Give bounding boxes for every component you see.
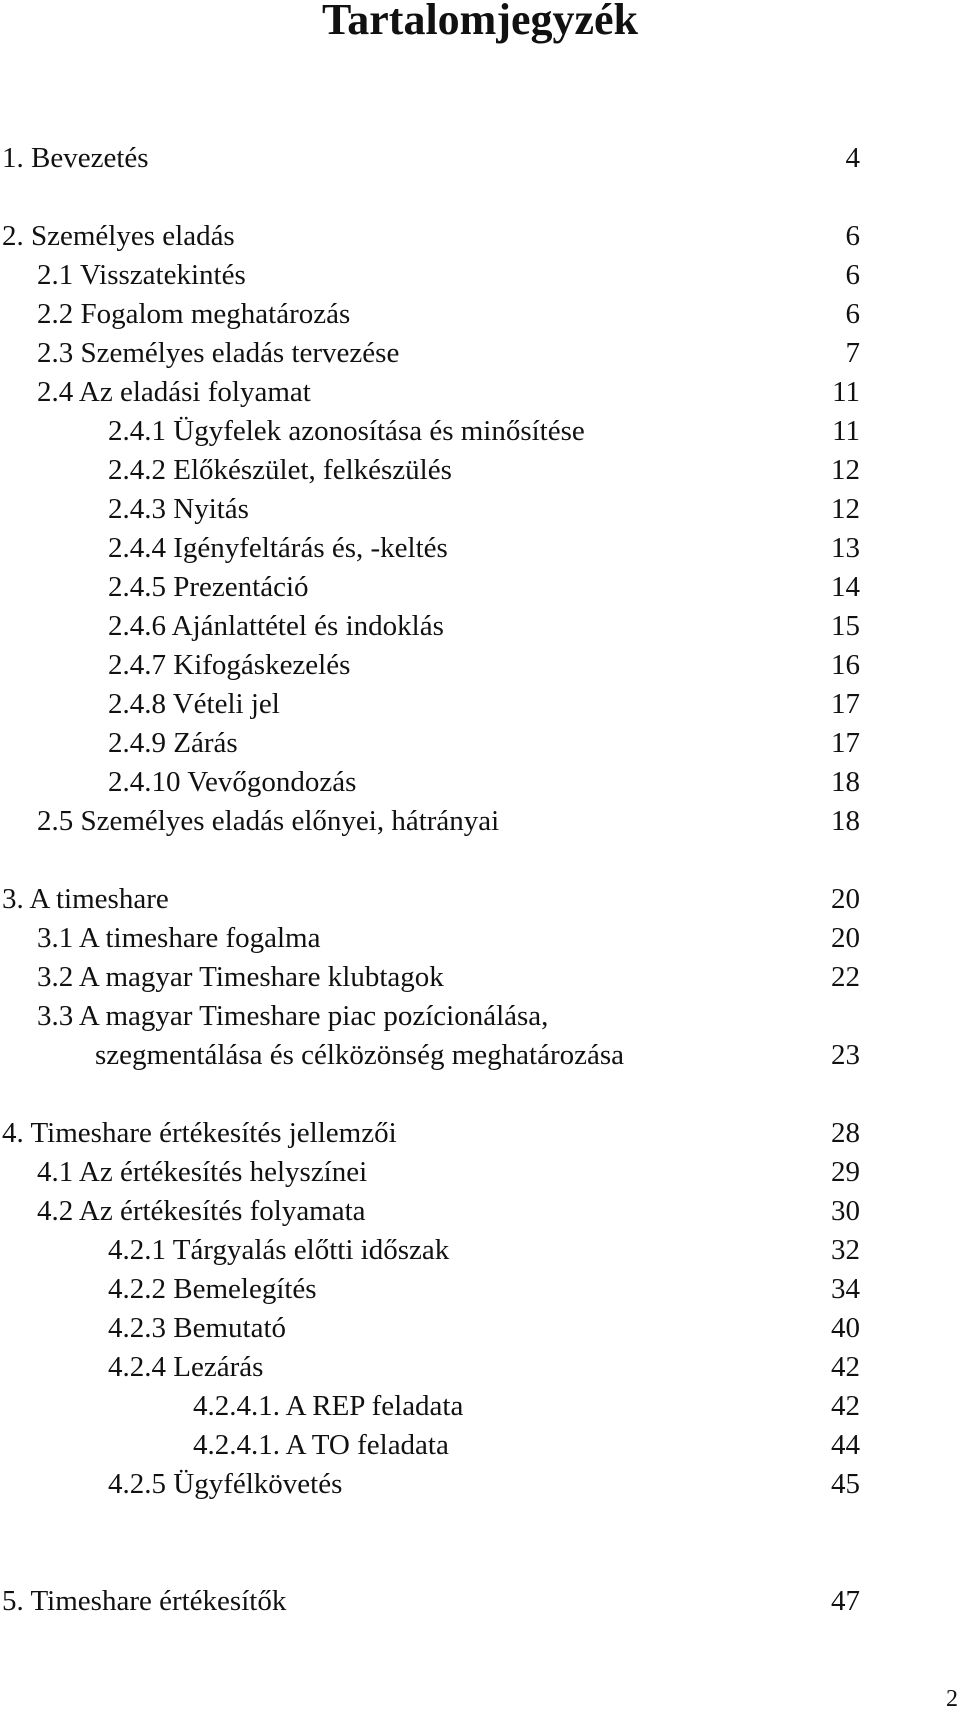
toc-entry-label: 4. Timeshare értékesítés jellemzői (2, 1117, 397, 1149)
toc-entry-page: 13 (831, 532, 860, 564)
toc-entry-label: 2. Személyes eladás (2, 220, 235, 252)
toc-entry (0, 801, 960, 841)
toc-entry-label: 2.4.9 Zárás (108, 727, 238, 759)
toc-entry (0, 489, 960, 529)
toc-entry-label: 2.4.6 Ajánlattétel és indoklás (108, 610, 444, 642)
toc-entry-page: 6 (845, 220, 860, 252)
toc-entry-page: 22 (831, 961, 860, 993)
toc-entry-page: 20 (831, 883, 860, 915)
toc-entry-label: 2.4 Az eladási folyamat (37, 376, 311, 408)
toc-entry-page: 12 (831, 454, 860, 486)
toc-entry-page: 15 (831, 610, 860, 642)
document-title: Tartalomjegyzék (321, 0, 639, 44)
toc-entry (0, 1347, 960, 1387)
toc-entry-page: 7 (845, 337, 860, 369)
toc-entry (0, 645, 960, 685)
toc-entry-label: 2.4.3 Nyitás (108, 493, 249, 525)
toc-entry (0, 762, 960, 802)
toc-entry-page: 6 (845, 259, 860, 291)
toc-entry-page: 6 (845, 298, 860, 330)
toc-entry (0, 138, 960, 178)
toc-entry (0, 996, 960, 1036)
toc-entry-page: 44 (831, 1429, 860, 1461)
toc-entry-page: 34 (831, 1273, 860, 1305)
toc-entry-label: 3. A timeshare (2, 883, 169, 915)
toc-entry-label: 4.2.1 Tárgyalás előtti időszak (108, 1234, 450, 1266)
toc-entry (0, 879, 960, 919)
toc-entry-page: 14 (831, 571, 860, 603)
toc-entry-label: 2.2 Fogalom meghatározás (37, 298, 351, 330)
toc-entry (0, 1464, 960, 1504)
toc-entry-label: 4.2.4 Lezárás (108, 1351, 264, 1383)
toc-entry-label: 3.2 A magyar Timeshare klubtagok (37, 961, 444, 993)
toc-entry-page: 29 (831, 1156, 860, 1188)
toc-entry-page: 12 (831, 493, 860, 525)
toc-entry-page: 17 (831, 688, 860, 720)
toc-entry (0, 1230, 960, 1270)
toc-entry (0, 372, 960, 412)
toc-entry (0, 684, 960, 724)
toc-entry-label: 4.1 Az értékesítés helyszínei (37, 1156, 368, 1188)
toc-entry-label: szegmentálása és célközönség meghatározása (95, 1039, 624, 1071)
toc-entry (0, 216, 960, 256)
toc-entry-label: 2.5 Személyes eladás előnyei, hátrányai (37, 805, 500, 837)
toc-entry-page: 32 (831, 1234, 860, 1266)
toc-entry (0, 723, 960, 763)
toc-entry-page: 18 (831, 805, 860, 837)
toc-entry (0, 1269, 960, 1309)
toc-entry-label: 4.2.4.1. A TO feladata (193, 1429, 449, 1461)
toc-entry-label: 2.4.2 Előkészület, felkészülés (108, 454, 452, 486)
toc-entry-page: 42 (831, 1351, 860, 1383)
toc-entry-label: 3.3 A magyar Timeshare piac pozícionálása, (37, 1000, 549, 1032)
toc-entry-label: 2.1 Visszatekintés (37, 259, 246, 291)
toc-entry (0, 450, 960, 490)
toc-entry-page: 18 (831, 766, 860, 798)
toc-entry-label: 1. Bevezetés (2, 142, 149, 174)
toc-entry-page: 23 (831, 1039, 860, 1071)
toc-entry-label: 2.4.4 Igényfeltárás és, -keltés (108, 532, 448, 564)
toc-entry (0, 606, 960, 646)
toc-entry (0, 567, 960, 607)
toc-entry (0, 255, 960, 295)
toc-entry (0, 1191, 960, 1231)
toc-entry (0, 333, 960, 373)
toc-entry (0, 528, 960, 568)
toc-entry-label: 2.3 Személyes eladás tervezése (37, 337, 400, 369)
toc-entry-page: 28 (831, 1117, 860, 1149)
toc-entry-label: 4.2 Az értékesítés folyamata (37, 1195, 366, 1227)
toc-entry-page: 30 (831, 1195, 860, 1227)
toc-entry (0, 1425, 960, 1465)
toc-entry (0, 1386, 960, 1426)
toc-entry-label: 3.1 A timeshare fogalma (37, 922, 321, 954)
toc-entry-page: 42 (831, 1390, 860, 1422)
toc-entry-label: 4.2.2 Bemelegítés (108, 1273, 317, 1305)
toc-entry-label: 2.4.1 Ügyfelek azonosítása és minősítése (108, 415, 585, 447)
toc-entry (0, 918, 960, 958)
toc-entry (0, 1581, 960, 1621)
toc-entry (0, 957, 960, 997)
toc-entry-label: 2.4.10 Vevőgondozás (108, 766, 357, 798)
toc-entry-label: 4.2.3 Bemutató (108, 1312, 287, 1344)
toc-entry-page: 47 (831, 1585, 860, 1617)
toc-entry (0, 1035, 960, 1075)
toc-entry (0, 1152, 960, 1192)
toc-entry-label: 2.4.5 Prezentáció (108, 571, 309, 603)
toc-entry-page: 16 (831, 649, 860, 681)
toc-entry (0, 294, 960, 334)
toc-entry-page: 4 (845, 142, 860, 174)
toc-entry (0, 1308, 960, 1348)
toc-entry (0, 411, 960, 451)
toc-entry-page: 17 (831, 727, 860, 759)
toc-entry-page: 11 (832, 415, 860, 447)
toc-entry-label: 2.4.8 Vételi jel (108, 688, 280, 720)
toc-entry-page: 40 (831, 1312, 860, 1344)
toc-entry-label: 2.4.7 Kifogáskezelés (108, 649, 351, 681)
toc-entry-page: 45 (831, 1468, 860, 1500)
toc-entry-label: 5. Timeshare értékesítők (2, 1585, 287, 1617)
page-number: 2 (946, 1686, 958, 1712)
toc-entry (0, 1113, 960, 1153)
toc-entry-page: 11 (832, 376, 860, 408)
toc-entry-label: 4.2.4.1. A REP feladata (193, 1390, 464, 1422)
toc-entry-page: 20 (831, 922, 860, 954)
toc-entry-label: 4.2.5 Ügyfélkövetés (108, 1468, 343, 1500)
